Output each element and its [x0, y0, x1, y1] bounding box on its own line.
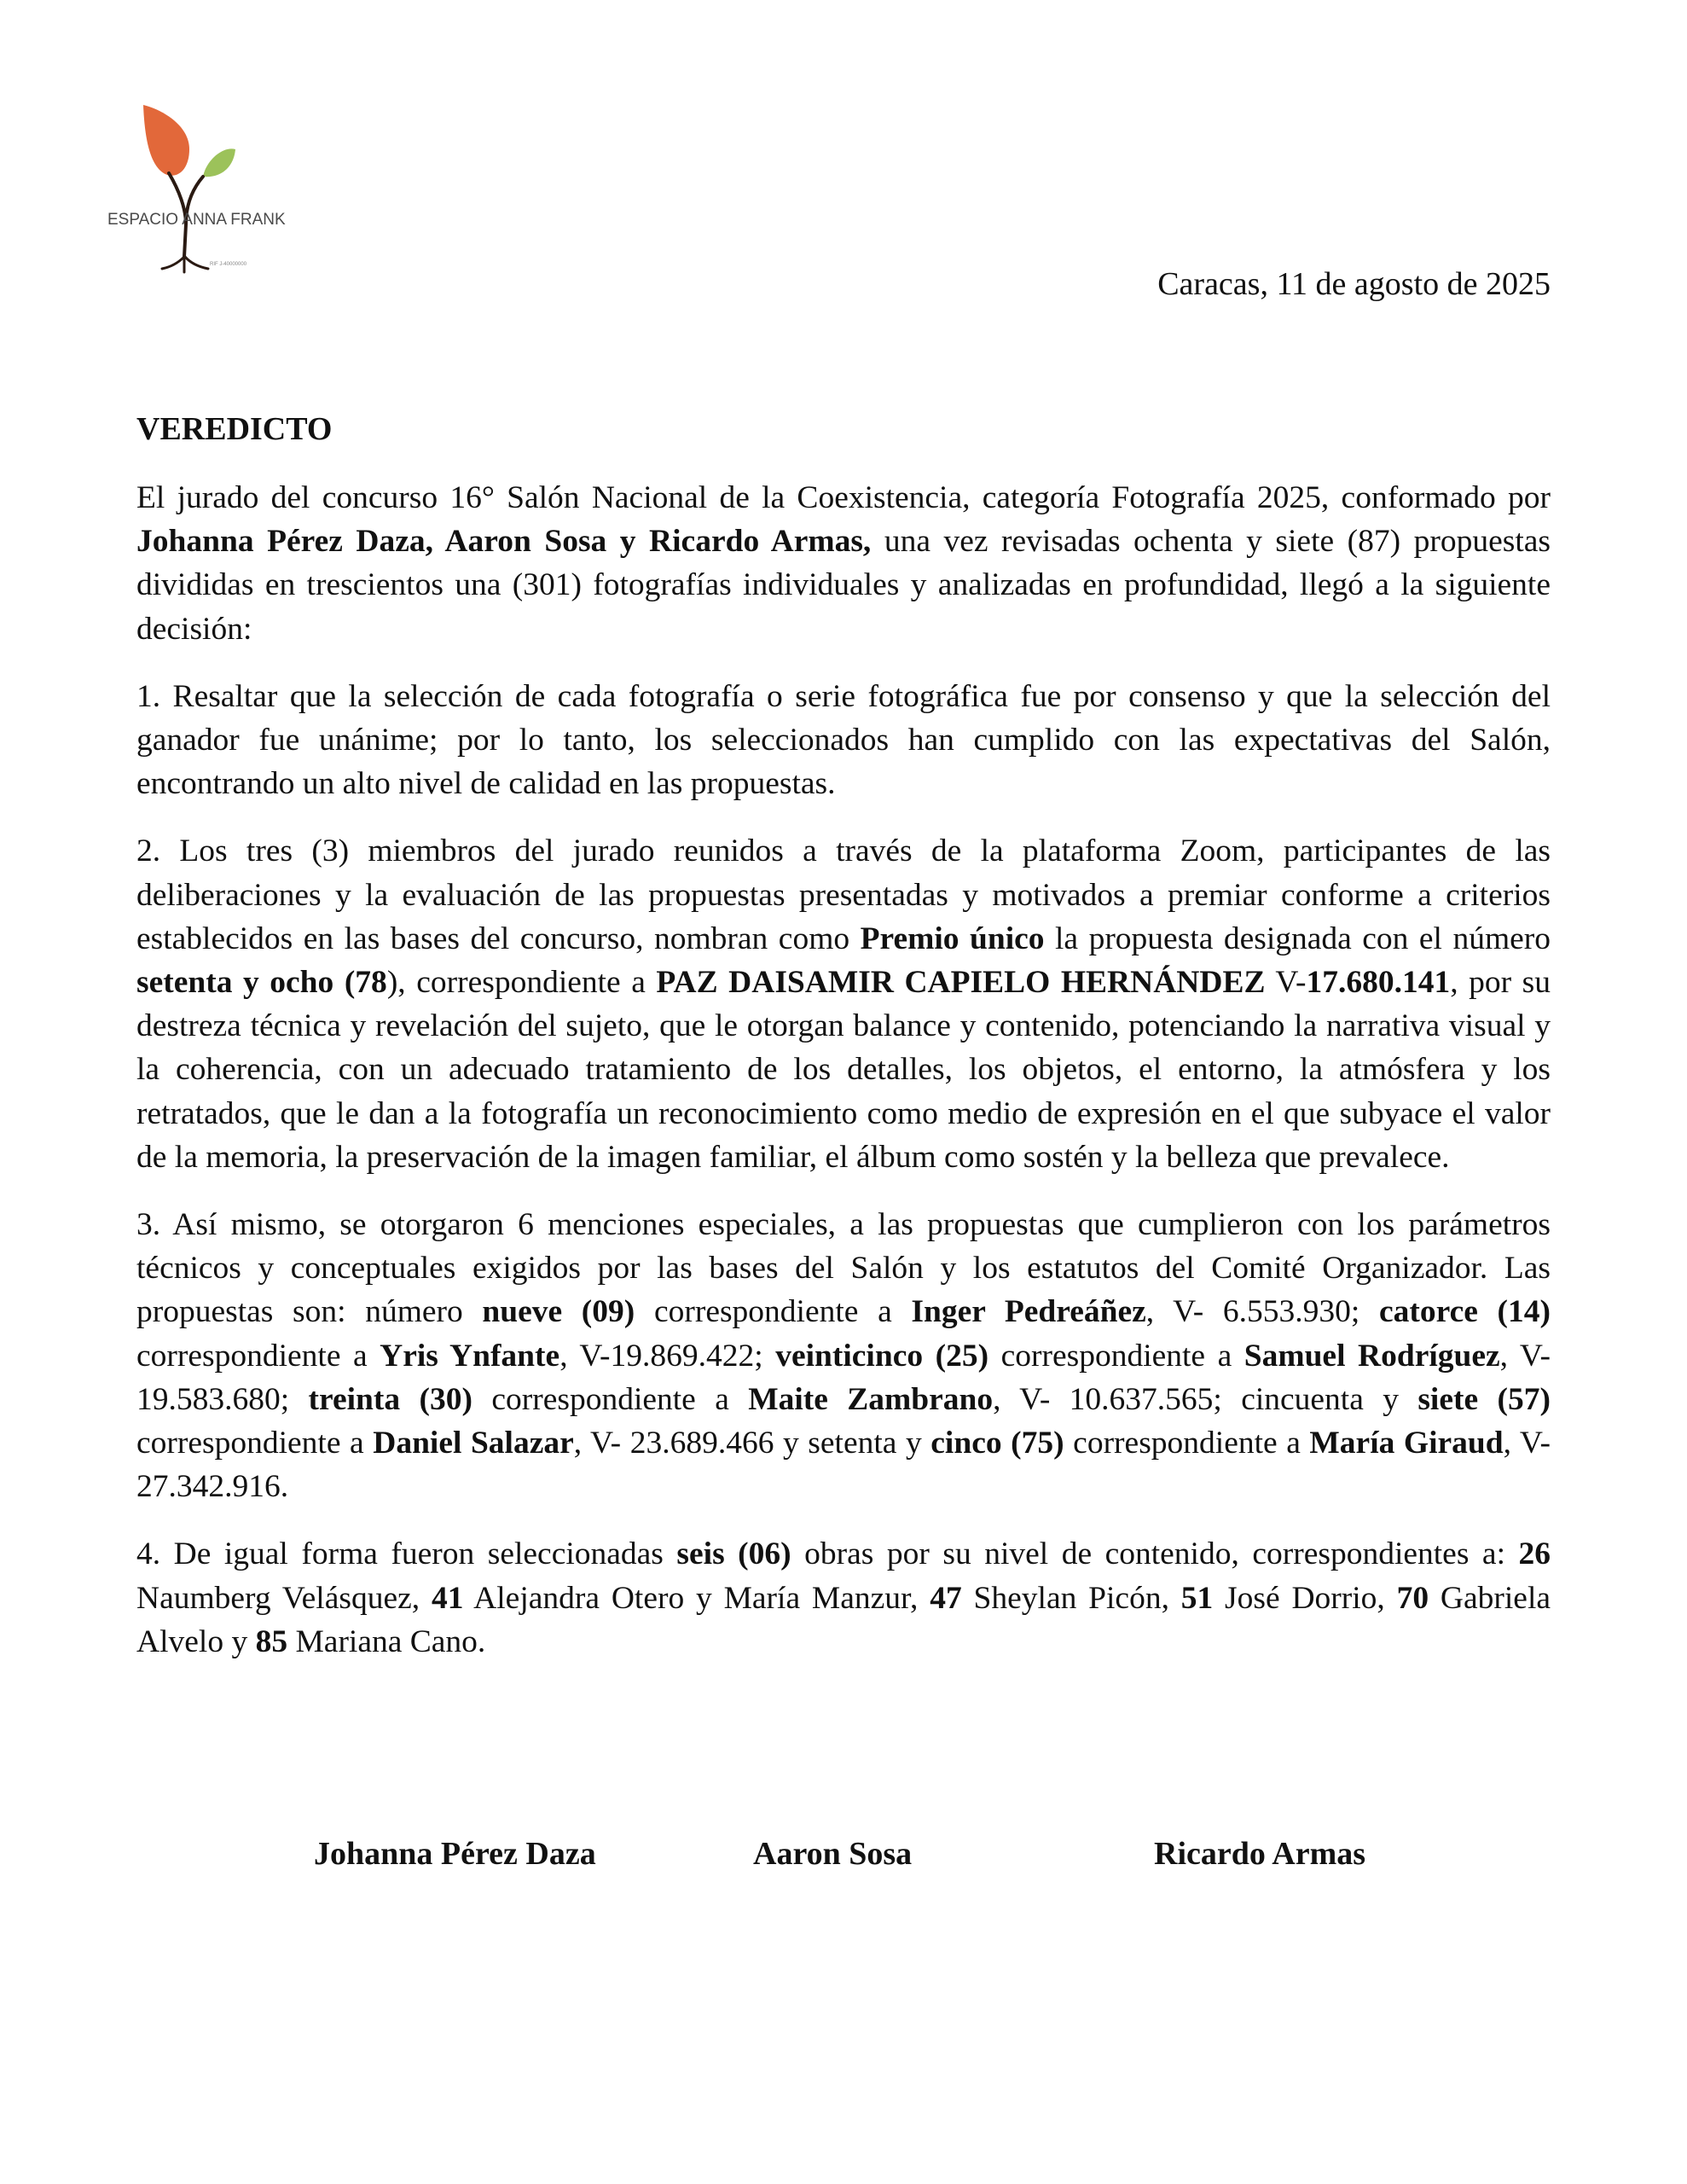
- bold-run: nueve (09): [482, 1294, 635, 1330]
- text-run: Naumberg Velásquez,: [136, 1580, 432, 1616]
- text-run: ), correspondiente a: [386, 965, 657, 1001]
- document-body: [136, 476, 1551, 1687]
- paragraph-point-1: [136, 675, 1551, 806]
- text-run: Alejandra Otero y María Manzur,: [463, 1580, 930, 1616]
- bold-run: Maite Zambrano: [748, 1381, 994, 1417]
- text-run: , por su destreza técnica y revelación del sujeto, que le otorgan balance y contenido, potenciando la narrativa visual y la coherencia, con un adecuado tratamiento de los detalles, los objetos, el entorno, la atmósfera y los retratados, que le dan a la fotografía un reconocimiento como medio de expresión en el que subyace el valor de la memoria, la preservación de la imagen familiar, el álbum como sostén y la belleza que prevalece.: [136, 965, 1551, 1175]
- text-run: 3. Así mismo, se otorgaron 6 menciones especiales, a las propuestas que cumplieron con los parámetros técnicos y conceptuales exigidos por las bases del Salón y los estatutos del Comité Organizador. Las propuestas son: número: [136, 1207, 1551, 1330]
- bold-run: 26: [1518, 1536, 1551, 1572]
- bold-run: Yris Ynfante: [380, 1338, 560, 1374]
- bold-run: María Giraud: [1309, 1426, 1504, 1461]
- bold-run: setenta y ocho (78: [136, 965, 387, 1001]
- text-run: correspondiente a: [472, 1381, 749, 1417]
- text-run: la propuesta designada con el número: [1044, 921, 1551, 956]
- text-run: Mariana Cano.: [287, 1623, 486, 1659]
- text-run: 4. De igual forma fueron seleccionadas: [136, 1536, 677, 1572]
- document-title: VEREDICTO: [136, 411, 333, 447]
- text-run: El jurado del concurso 16° Salón Nacional de la Coexistencia, categoría Fotografía 2025, conformado por: [136, 480, 1551, 515]
- text-run: Sheylan Picón,: [961, 1580, 1181, 1616]
- roots-shape: [162, 255, 208, 272]
- text-run: correspondiente a: [136, 1426, 374, 1461]
- text-run: Gabriela Alvelo y: [136, 1580, 1551, 1659]
- text-run: correspondiente a: [136, 1338, 380, 1374]
- text-run: , V- 10.637.565; cincuenta y: [993, 1381, 1418, 1417]
- bold-run: Samuel Rodríguez: [1244, 1338, 1500, 1374]
- bold-run: seis (06): [676, 1536, 791, 1572]
- bold-run: Daniel Salazar: [373, 1426, 574, 1461]
- bold-run: 47: [930, 1580, 962, 1616]
- text-run: correspondiente a: [635, 1294, 912, 1330]
- bold-run: cinco (75): [930, 1426, 1064, 1461]
- text-run: , V- 23.689.466 y setenta y: [573, 1426, 931, 1461]
- espacio-anna-frank-logo: [101, 90, 331, 277]
- bold-run: Johanna Pérez Daza, Aaron Sosa y Ricardo Armas,: [136, 524, 872, 560]
- bold-run: 41: [431, 1580, 464, 1616]
- bold-run: 85: [255, 1623, 288, 1659]
- text-run: , V- 6.553.930;: [1145, 1294, 1379, 1330]
- sprout-logo-graphic: [101, 90, 331, 277]
- text-run: , V-19.583.680;: [136, 1338, 1551, 1417]
- text-run: José Dorrio,: [1213, 1580, 1397, 1616]
- bold-run: 17.680.141: [1306, 965, 1451, 1001]
- text-run: V-: [1265, 965, 1307, 1001]
- bold-run: 51: [1180, 1580, 1214, 1616]
- signature-name-3: Ricardo Armas: [1154, 1836, 1366, 1872]
- document-date: Caracas, 11 de agosto de 2025: [1157, 266, 1551, 302]
- bold-run: PAZ DAISAMIR CAPIELO HERNÁNDEZ: [656, 965, 1266, 1001]
- text-run: obras por su nivel de contenido, correspondientes a:: [791, 1536, 1519, 1572]
- signature-name-1: Johanna Pérez Daza: [314, 1836, 596, 1872]
- bold-run: catorce (14): [1378, 1294, 1551, 1330]
- logo-subtext: RIF J-40000000: [210, 262, 247, 267]
- green-leaf-shape: [203, 148, 235, 177]
- bold-run: veinticinco (25): [775, 1338, 989, 1374]
- paragraph-point-3: [136, 1203, 1551, 1508]
- text-run: , V-19.869.422;: [559, 1338, 776, 1374]
- text-run: , V- 27.342.916.: [136, 1426, 1551, 1505]
- bold-run: 70: [1396, 1580, 1429, 1616]
- bold-run: siete (57): [1417, 1381, 1551, 1417]
- text-run: correspondiente a: [1064, 1426, 1310, 1461]
- orange-leaf-shape: [143, 105, 189, 176]
- paragraph-point-4: [136, 1532, 1551, 1664]
- text-run: 1. Resaltar que la selección de cada fotografía o serie fotográfica fue por consenso y que la selección del ganador fue unánime; por lo tanto, los seleccionados han cumplido con las expectativas del Salón, encontrando un alto nivel de calidad en las propuestas.: [136, 678, 1551, 802]
- text-run: correspondiente a: [988, 1338, 1244, 1374]
- paragraph-point-2: [136, 829, 1551, 1179]
- text-run: una vez revisadas ochenta y siete (87) propuestas divididas en trescientos una (301) fotografías individuales y analizadas en profundidad, llegó a la siguiente decisión:: [136, 524, 1551, 647]
- paragraph-intro: [136, 476, 1551, 651]
- text-run: 2. Los tres (3) miembros del jurado reunidos a través de la plataforma Zoom, participantes de las deliberaciones y la evaluación de las propuestas presentadas y motivados a premiar conforme a criterios establecidos en las bases del concurso, nombran como: [136, 834, 1551, 956]
- logo-wordmark: ESPACIO ANNA FRANK: [107, 211, 286, 229]
- signature-name-2: Aaron Sosa: [753, 1836, 913, 1872]
- signature-block: [0, 1833, 1687, 1884]
- bold-run: Premio único: [860, 921, 1045, 956]
- bold-run: treinta (30): [308, 1381, 472, 1417]
- bold-run: Inger Pedreáñez: [911, 1294, 1146, 1330]
